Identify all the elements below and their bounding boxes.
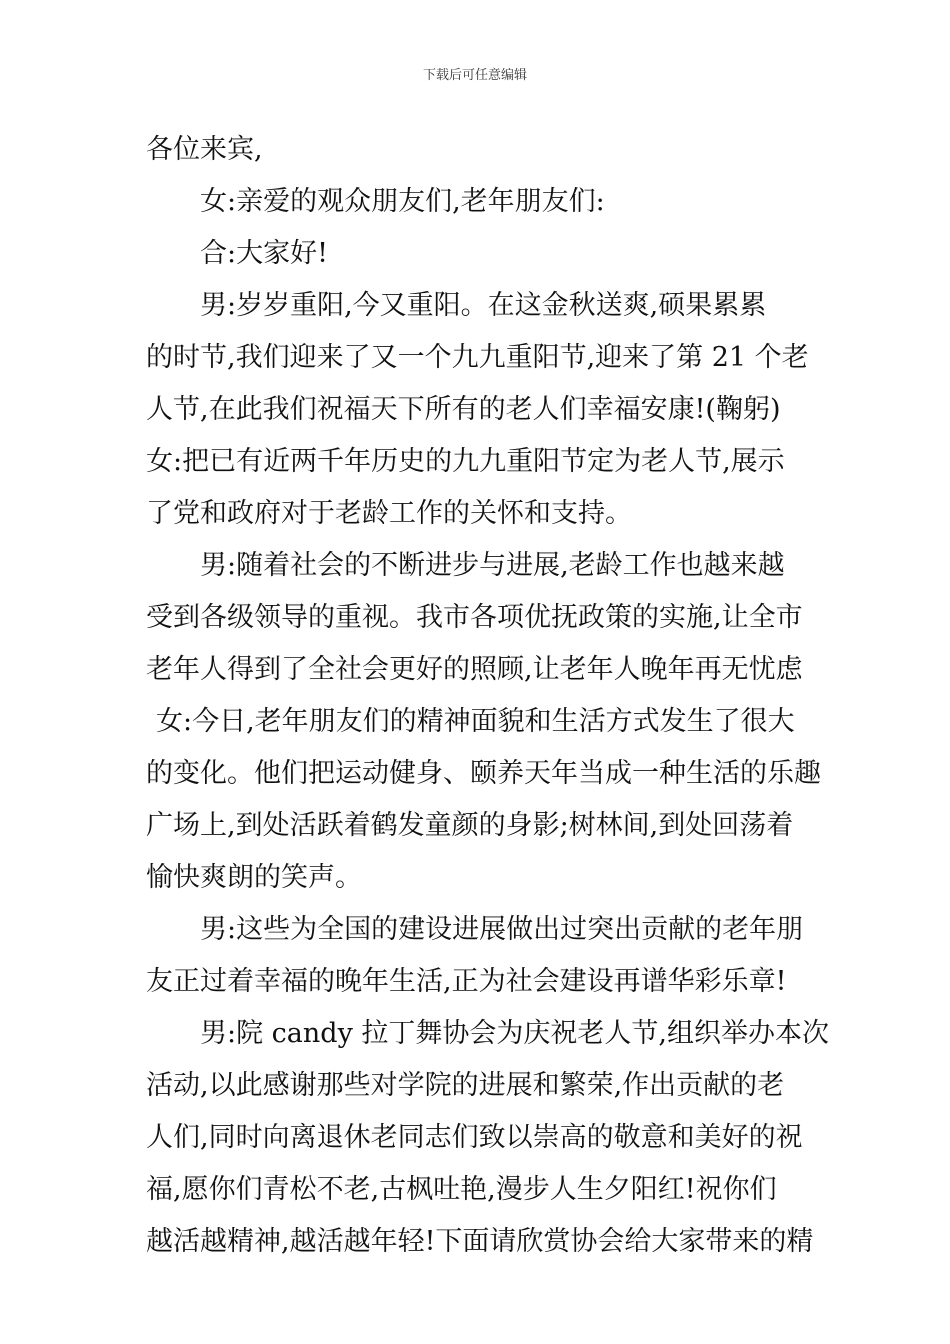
text-line: 友正过着幸福的晚年生活,正为社会建设再谱华彩乐章! <box>146 966 787 997</box>
text-line: 活动,以此感谢那些对学院的进展和繁荣,作出贡献的老 <box>146 1070 785 1101</box>
text-line: 的变化。他们把运动健身、颐养天年当成一种生活的乐趣 <box>146 758 821 789</box>
text-line: 女:亲爱的观众朋友们,老年朋友们: <box>200 186 605 217</box>
text-line: 男:院 candy 拉丁舞协会为庆祝老人节,组织举办本次 <box>200 1018 829 1049</box>
text-line: 广场上,到处活跃着鹤发童颜的身影;树林间,到处回荡着 <box>146 810 794 841</box>
text-line: 福,愿你们青松不老,古枫吐艳,漫步人生夕阳红!祝你们 <box>146 1174 777 1205</box>
text-line: 男:岁岁重阳,今又重阳。在这金秋送爽,硕果累累 <box>200 290 767 321</box>
document-body <box>146 124 829 1268</box>
text-line: 越活越精神,越活越年轻!下面请欣赏协会给大家带来的精 <box>146 1226 814 1257</box>
text-line: 受到各级领导的重视。我市各项优抚政策的实施,让全市 <box>146 602 803 633</box>
text-line: 了党和政府对于老龄工作的关怀和支持。 <box>146 498 632 529</box>
text-line: 男:这些为全国的建设进展做出过突出贡献的老年朋 <box>200 914 804 945</box>
text-line: 老年人得到了全社会更好的照顾,让老年人晚年再无忧虑 <box>146 654 803 685</box>
text-line: 人节,在此我们祝福天下所有的老人们幸福安康!(鞠躬) <box>146 394 781 425</box>
text-line: 愉快爽朗的笑声。 <box>146 862 362 893</box>
text-line: 各位来宾, <box>146 134 263 165</box>
text-line: 人们,同时向离退休老同志们致以崇高的敬意和美好的祝 <box>146 1122 803 1153</box>
text-line: 女:今日,老年朋友们的精神面貌和生活方式发生了很大 <box>156 706 795 737</box>
text-line: 合:大家好! <box>200 238 328 269</box>
text-line: 女:把已有近两千年历史的九九重阳节定为老人节,展示 <box>146 446 785 477</box>
text-line: 的时节,我们迎来了又一个九九重阳节,迎来了第 21 个老 <box>146 342 809 373</box>
page-header: 下载后可任意编辑 <box>422 68 527 83</box>
text-line: 男:随着社会的不断进步与进展,老龄工作也越来越 <box>200 550 785 581</box>
